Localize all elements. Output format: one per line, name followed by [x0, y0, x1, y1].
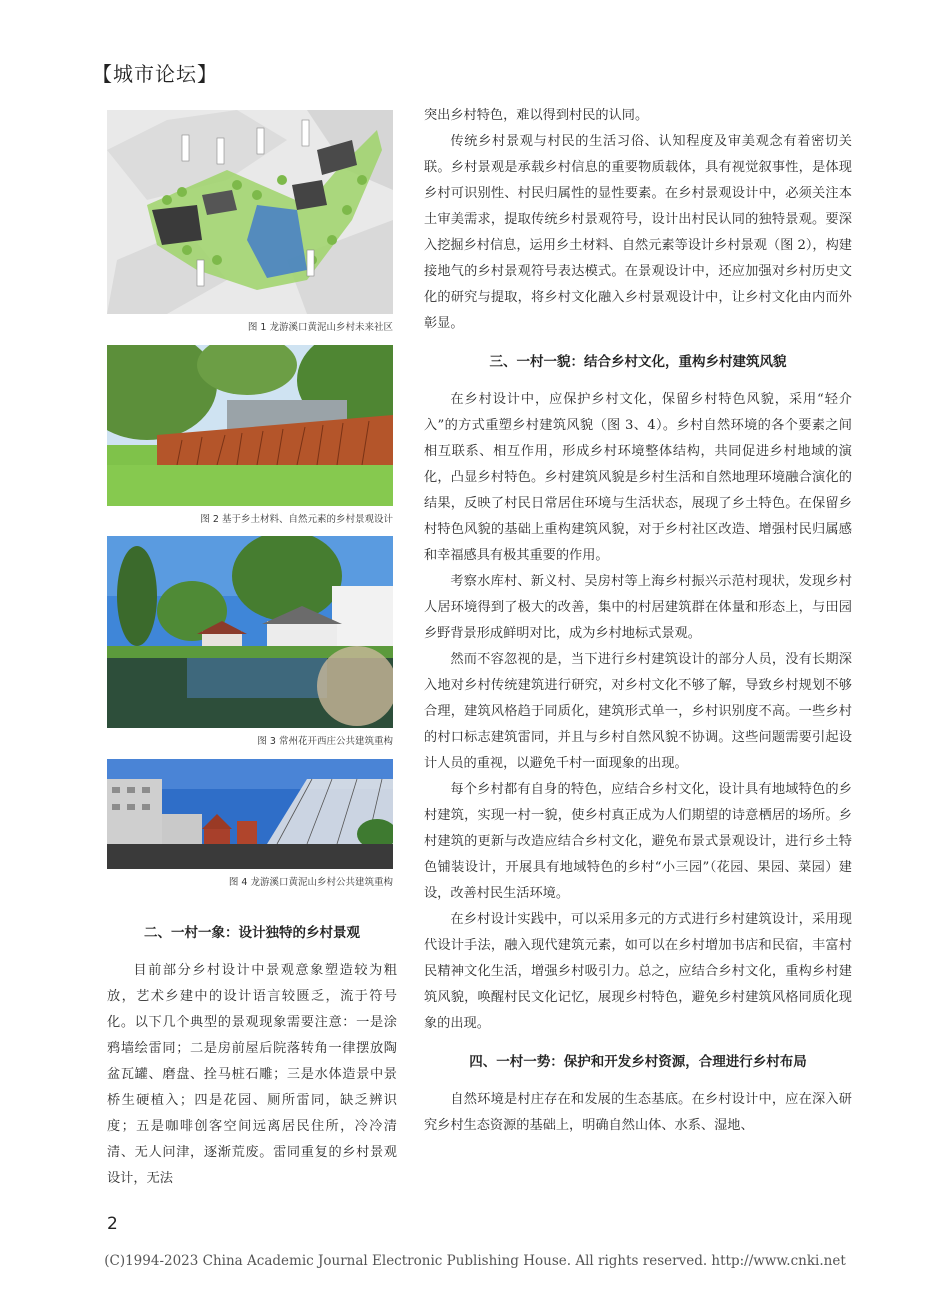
- paragraph: 目前部分乡村设计中景观意象塑造较为粗放，艺术乡建中的设计语言较匮乏，流于符号化。以下几个典型的景观现象需要注意：一是涂鸦墙绘雷同；二是房前屋后院落转角一律摆放陶盆瓦罐、磨盘、拴马桩石雕；三是水体造景中景桥生硬植入；四是花园、厕所雷同，缺乏辨识度；五是咖啡创客空间远离居民住所，冷冷清清、无人问津，逐渐荒废。雷同重复的乡村景观设计，无法: [107, 963, 397, 1186]
- paragraph: 每个乡村都有自身的特色，应结合乡村文化，设计具有地域特色的乡村建筑，实现一村一貌，使乡村真正成为人们期望的诗意栖居的场所。乡村建筑的更新与改造应结合乡村文化，避免布景式景观设计，进行乡土特色铺装设计，开展具有地域特色的乡村“小三园”（花园、果园、菜园）建设，改善村民生活环境。: [424, 782, 852, 901]
- figure-1-caption: 图 1 龙游溪口黄泥山乡村未来社区: [247, 322, 393, 333]
- section-header: 【城市论坛】: [92, 62, 218, 86]
- right-column: [424, 103, 852, 1139]
- figure-2-caption: 图 2 基于乡土材料、自然元素的乡村景观设计: [200, 514, 393, 525]
- paragraph: 考察水库村、新义村、吴房村等上海乡村振兴示范村现状，发现乡村人居环境得到了极大的改善，集中的村居建筑群在体量和形态上，与田园乡野背景形成鲜明对比，成为乡村地标式景观。: [424, 574, 852, 641]
- section-heading-4: 四、一村一势：保护和开发乡村资源，合理进行乡村布局: [469, 1054, 807, 1070]
- figure-2-image: [107, 345, 393, 506]
- figure-2: [107, 345, 393, 525]
- figure-1-image: [107, 110, 393, 314]
- figure-4: [107, 759, 393, 888]
- paragraph: 然而不容忽视的是，当下进行乡村建筑设计的部分人员，没有长期深入地对乡村传统建筑进行研究，对乡村文化不够了解，导致乡村规划不够合理，建筑风格趋于同质化，建筑形式单一，乡村识别度不高。一些乡村的村口标志建筑雷同，并且与乡村自然风貌不协调。这些问题需要引起设计人员的重视，以避免千村一面现象的出现。: [424, 652, 852, 771]
- paragraph: 传统乡村景观与村民的生活习俗、认知程度及审美观念有着密切关联。乡村景观是承载乡村信息的重要物质载体，具有视觉叙事性，是体现乡村可识别性、村民归属性的显性要素。在乡村景观设计中，必须关注本土审美需求，提取传统乡村景观符号，设计出村民认同的独特景观。要深入挖掘乡村信息，运用乡土材料、自然元素等设计乡村景观（图 2），构建接地气的乡村景观符号表达模式。在景观设计中，还应加强对乡村历史文化的研究与提取，将乡村文化融入乡村景观设计中，让乡村文化由内而外彰显。: [424, 134, 852, 331]
- paragraph-continuation: 突出乡村特色，难以得到村民的认同。: [424, 108, 649, 123]
- section-heading-3: 三、一村一貌：结合乡村文化，重构乡村建筑风貌: [489, 354, 787, 370]
- left-column: [107, 920, 397, 1192]
- figure-3: [107, 536, 393, 747]
- paragraph: 在乡村设计实践中，可以采用多元的方式进行乡村建筑设计，采用现代设计手法，融入现代建筑元素，如可以在乡村增加书店和民宿，丰富村民精神文化生活，增强乡村吸引力。总之，应结合乡村文化，重构乡村建筑风貌，唤醒村民文化记忆，展现乡村特色，避免乡村建筑风格同质化现象的出现。: [424, 912, 852, 1031]
- figure-4-image: [107, 759, 393, 869]
- copyright-footer: (C)1994-2023 China Academic Journal Electronic Publishing House. All rights reserved. http://www.cnki.net: [104, 1253, 846, 1269]
- paragraph: 在乡村设计中，应保护乡村文化，保留乡村特色风貌，采用“轻介入”的方式重塑乡村建筑风貌（图 3、4）。乡村自然环境的各个要素之间相互联系、相互作用，形成乡村环境整体结构，共同促进乡村地域的演化，凸显乡村特色。乡村建筑风貌是乡村生活和自然地理环境融合演化的结果，反映了村民日常居住环境与生活状态，展现了乡土特色。在保留乡村特色风貌的基础上重构建筑风貌，对于乡村社区改造、增强村民归属感和幸福感具有极其重要的作用。: [424, 392, 852, 563]
- paragraph: 自然环境是村庄存在和发展的生态基底。在乡村设计中，应在深入研究乡村生态资源的基础上，明确自然山体、水系、湿地、: [424, 1092, 852, 1133]
- section-heading-2: 二、一村一象：设计独特的乡村景观: [144, 925, 360, 941]
- page-number: 2: [107, 1214, 118, 1234]
- figure-4-caption: 图 4 龙游溪口黄泥山乡村公共建筑重构: [228, 877, 393, 888]
- figure-3-image: [107, 536, 393, 728]
- figure-3-caption: 图 3 常州花开西庄公共建筑重构: [257, 736, 393, 747]
- figure-1: [107, 110, 393, 333]
